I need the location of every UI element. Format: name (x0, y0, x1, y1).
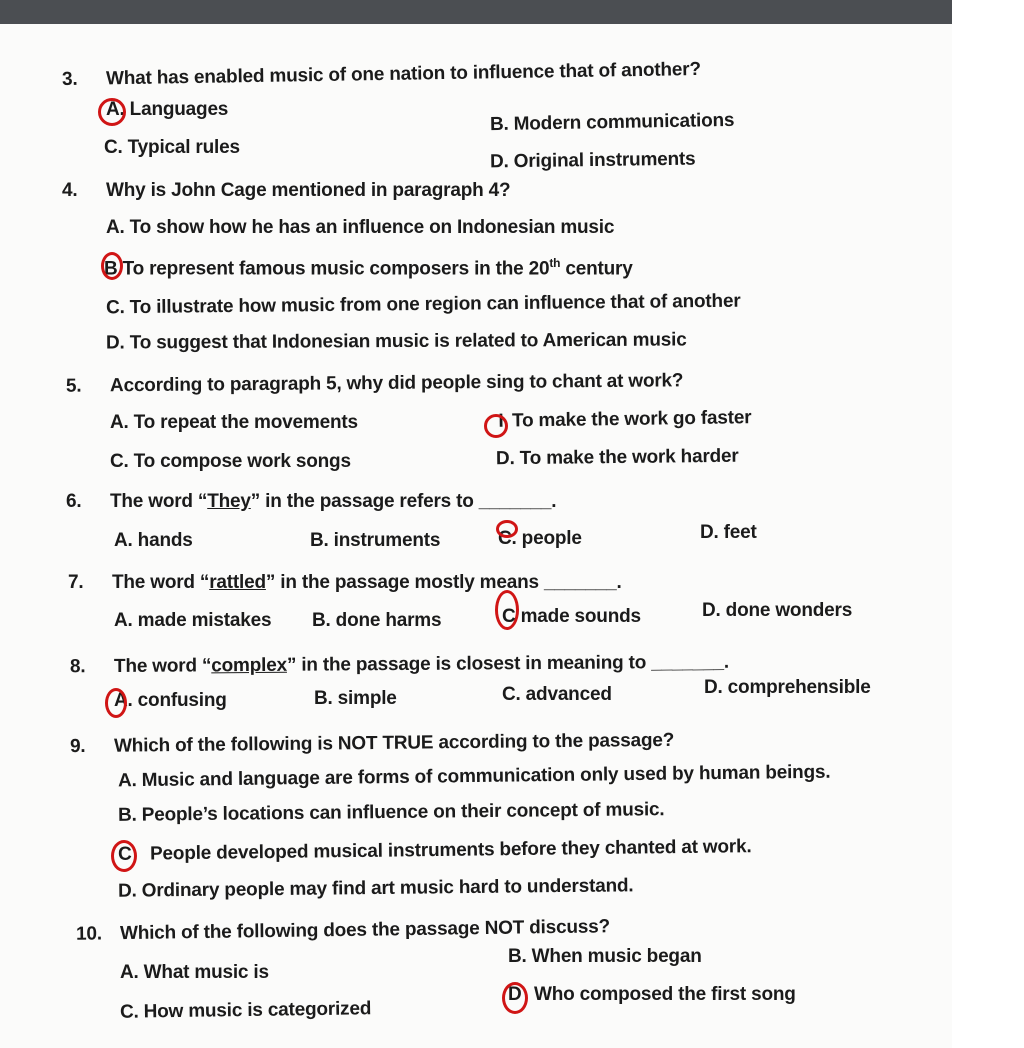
q3-option-b[interactable]: B. Modern communications (489, 109, 735, 136)
option-text: To represent famous music composers in the 20 (122, 258, 550, 280)
question-text: Which of the following is NOT TRUE according to the passage? (113, 729, 675, 757)
q6-option-b[interactable]: B. instruments (310, 530, 441, 551)
keyword: They (207, 491, 251, 512)
option-letter: B (104, 258, 118, 280)
question-number: 10. (75, 923, 102, 945)
question-text-end: ” in the passage refers to _______. (250, 491, 557, 512)
q4-option-d[interactable]: D. To suggest that Indonesian music is related to American music (105, 329, 687, 354)
q10-option-d[interactable] (508, 984, 796, 1006)
answer-circle-q7 (495, 590, 519, 630)
answer-circle-q5 (484, 414, 508, 438)
question-text: What has enabled music of one nation to influence that of another? (105, 58, 701, 90)
q8-option-c[interactable]: C. advanced (502, 684, 612, 705)
option-letter: C (117, 843, 132, 865)
q10-option-a[interactable]: A. What music is (120, 962, 269, 983)
q7-option-b[interactable]: B. done harms (312, 610, 442, 631)
question-text-start: The word “ (110, 491, 208, 512)
question-text-start: The word “ (113, 655, 212, 677)
question-4 (62, 180, 510, 202)
q5-option-b[interactable] (490, 407, 752, 433)
question-text-end: ” in the passage is closest in meaning to _______. (286, 651, 729, 676)
q5-option-a[interactable]: A. To repeat the movements (110, 412, 358, 433)
q5-option-c[interactable]: C. To compose work songs (110, 451, 351, 472)
q7-option-d[interactable]: D. done wonders (702, 600, 853, 621)
question-number: 6. (66, 491, 82, 512)
q3-option-a[interactable]: A. Languages (106, 99, 229, 120)
question-number: 5. (65, 375, 82, 397)
option-letter: D (508, 984, 522, 1005)
question-text: According to paragraph 5, why did people sing to chant at work? (109, 370, 684, 397)
window-top-bar (0, 0, 952, 24)
q4-option-c[interactable]: C. To illustrate how music from one region can influence that of another (105, 290, 741, 319)
question-number: 7. (68, 572, 84, 593)
superscript: th (549, 256, 561, 270)
answer-circle-q6 (496, 520, 518, 538)
q9-option-a[interactable]: A. Music and language are forms of communication only used by human beings. (117, 761, 831, 792)
question-number: 4. (62, 180, 78, 201)
q8-option-a[interactable]: A. confusing (114, 690, 227, 711)
question-number: 9. (69, 736, 86, 758)
q8-option-b[interactable]: B. simple (314, 688, 397, 709)
question-number: 8. (69, 656, 86, 678)
q6-option-d[interactable]: D. feet (700, 522, 757, 543)
q4-option-b[interactable] (104, 256, 633, 280)
q9-option-d[interactable]: D. Ordinary people may find art music hard to understand. (117, 875, 634, 902)
option-text: People developed musical instruments before they chanted at work. (149, 836, 752, 865)
option-text-end: century (560, 258, 633, 280)
option-text: Who composed the first song (534, 984, 796, 1005)
question-8 (70, 652, 729, 679)
q3-option-c[interactable]: C. Typical rules (104, 137, 240, 158)
question-text: Why is John Cage mentioned in paragraph 4? (106, 180, 511, 201)
q9-option-b[interactable]: B. People’s locations can influence on their concept of music. (117, 799, 665, 826)
question-7 (68, 572, 622, 594)
question-text-start: The word “ (112, 572, 210, 593)
q7-option-c[interactable]: C made sounds (502, 606, 641, 627)
question-text-end: ” in the passage mostly means _______. (265, 572, 622, 593)
keyword: rattled (209, 572, 266, 593)
q5-option-d[interactable]: D. To make the work harder (495, 445, 739, 470)
q8-option-d[interactable]: D. comprehensible (704, 677, 871, 698)
q6-option-c[interactable]: C. people (498, 528, 582, 549)
q3-option-d[interactable]: D. Original instruments (489, 148, 696, 173)
q6-option-a[interactable]: A. hands (114, 530, 193, 551)
option-letter: I (498, 410, 504, 432)
answer-circle-q10 (502, 982, 528, 1014)
answer-circle-q9 (111, 840, 137, 872)
answer-circle-q8 (105, 688, 127, 718)
q10-option-c[interactable]: C. How music is categorized (119, 998, 372, 1023)
option-text: To make the work go faster (511, 407, 752, 432)
question-6 (66, 491, 556, 513)
question-text: Which of the following does the passage NOT discuss? (119, 916, 611, 945)
q10-option-b[interactable]: B. When music began (508, 946, 702, 967)
answer-circle-q3 (98, 98, 126, 126)
question-number: 3. (61, 68, 78, 91)
q7-option-a[interactable]: A. made mistakes (114, 610, 272, 631)
keyword: complex (211, 654, 287, 677)
answer-circle-q4 (101, 252, 123, 280)
q4-option-a[interactable]: A. To show how he has an influence on Indonesian music (106, 217, 615, 238)
